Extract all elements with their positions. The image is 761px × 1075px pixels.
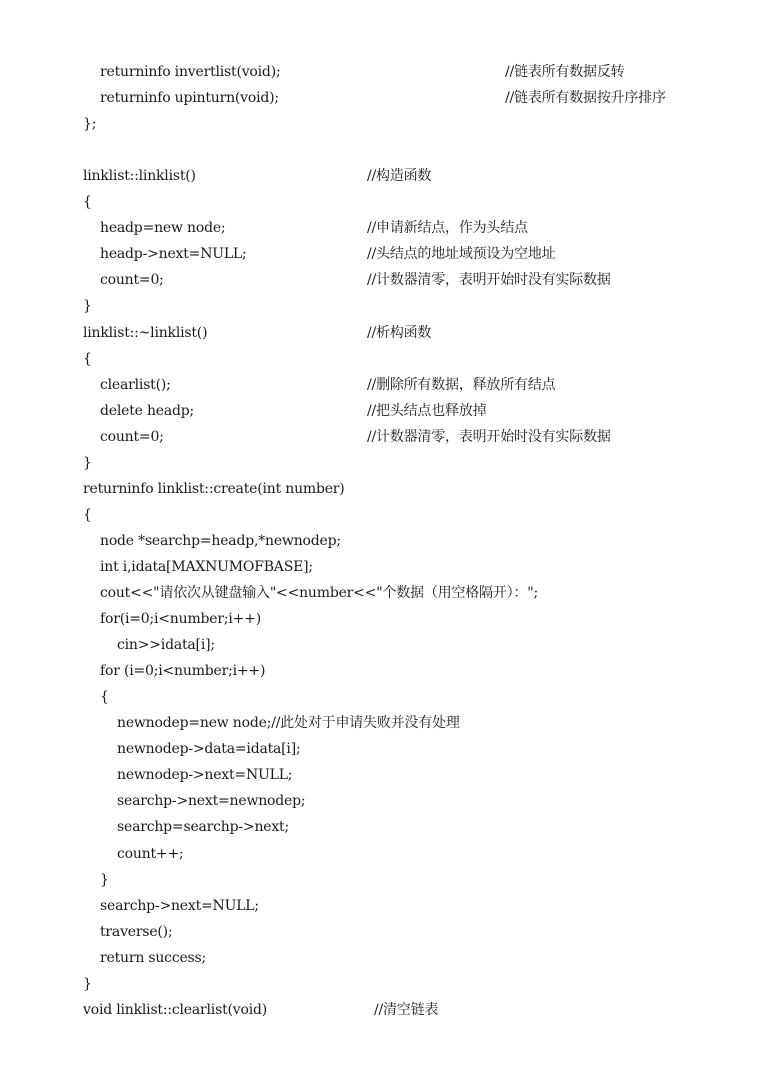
code-comment: //构造函数	[367, 168, 432, 185]
code-text: {	[83, 506, 92, 523]
code-text: linklist::linklist()	[83, 168, 196, 185]
code-line	[83, 736, 301, 762]
code-line	[83, 684, 109, 710]
code-text: traverse();	[83, 923, 173, 940]
code-line	[83, 502, 92, 528]
code-line	[83, 814, 289, 840]
code-text: count=0;	[83, 272, 164, 289]
code-text: {	[83, 194, 92, 211]
code-text: int i,idata[MAXNUMOFBASE];	[83, 558, 313, 575]
code-line	[83, 424, 611, 450]
code-line	[83, 867, 109, 893]
code-text: newnodep->next=NULL;	[83, 767, 293, 784]
code-text: returninfo upinturn(void);	[83, 90, 279, 107]
code-line	[83, 346, 92, 372]
code-text: searchp=searchp->next;	[83, 819, 289, 836]
code-line	[83, 293, 92, 319]
code-line	[83, 580, 538, 606]
code-line	[83, 658, 265, 684]
code-line	[83, 945, 206, 971]
code-text: {	[83, 350, 92, 367]
code-text: }	[83, 454, 92, 471]
code-line	[83, 398, 487, 424]
code-text: returninfo linklist::create(int number)	[83, 480, 345, 497]
code-text: for(i=0;i<number;i++)	[83, 611, 261, 628]
code-comment: //头结点的地址域预设为空地址	[367, 246, 556, 263]
code-line	[83, 632, 215, 658]
code-text: newnodep=new node;//此处对于申请失败并没有处理	[83, 715, 460, 732]
code-comment: //申请新结点，作为头结点	[367, 220, 528, 237]
code-line	[83, 710, 460, 736]
code-text: }	[83, 871, 109, 888]
code-line	[83, 528, 341, 554]
code-line	[83, 85, 666, 111]
code-line	[83, 606, 261, 632]
code-comment: //计数器清零，表明开始时没有实际数据	[367, 428, 611, 445]
code-comment: //把头结点也释放掉	[367, 402, 487, 419]
code-text: for (i=0;i<number;i++)	[83, 663, 266, 680]
code-line	[83, 841, 184, 867]
code-line	[83, 554, 313, 580]
code-text: cout<<"请依次从键盘输入"<<number<<"个数据（用空格隔开）：";	[83, 585, 539, 601]
code-line	[83, 788, 305, 814]
code-line	[83, 476, 345, 502]
code-text: cin>>idata[i];	[83, 637, 215, 654]
code-text: void linklist::clearlist(void)	[83, 1001, 267, 1018]
code-text: newnodep->data=idata[i];	[83, 741, 301, 758]
code-comment: //链表所有数据反转	[505, 64, 625, 80]
code-text: };	[83, 116, 97, 133]
code-text: clearlist();	[83, 376, 171, 393]
code-comment: //析构函数	[367, 324, 432, 341]
code-text: delete headp;	[83, 402, 195, 419]
code-text: returninfo invertlist(void);	[83, 64, 281, 80]
code-text: }	[83, 975, 92, 992]
code-line	[83, 971, 92, 997]
code-text: node *searchp=headp,*newnodep;	[83, 532, 341, 549]
code-comment: //链表所有数据按升序排序	[505, 90, 666, 107]
code-line	[83, 215, 528, 241]
code-text: searchp->next=NULL;	[83, 897, 259, 914]
code-line	[83, 163, 432, 189]
code-comment: //清空链表	[374, 1001, 439, 1018]
code-text: headp->next=NULL;	[83, 246, 247, 263]
code-line	[83, 267, 611, 293]
code-comment: //删除所有数据，释放所有结点	[367, 376, 556, 393]
code-line	[83, 762, 292, 788]
code-line	[83, 893, 259, 919]
code-text: headp=new node;	[83, 220, 226, 237]
code-line	[83, 450, 92, 476]
code-text: return success;	[83, 949, 207, 966]
code-text: linklist::~linklist()	[83, 324, 208, 341]
code-text: searchp->next=newnodep;	[83, 793, 306, 810]
code-text: {	[83, 689, 109, 706]
code-line	[83, 372, 556, 398]
code-line	[83, 59, 625, 85]
code-line	[83, 997, 439, 1023]
code-line	[83, 189, 92, 215]
code-text: count++;	[83, 845, 184, 862]
code-text: count=0;	[83, 428, 164, 445]
code-line	[83, 320, 432, 346]
code-line	[83, 919, 172, 945]
code-line	[83, 111, 96, 137]
code-line	[83, 241, 556, 267]
code-comment: //计数器清零，表明开始时没有实际数据	[367, 272, 611, 289]
code-text: }	[83, 298, 92, 315]
